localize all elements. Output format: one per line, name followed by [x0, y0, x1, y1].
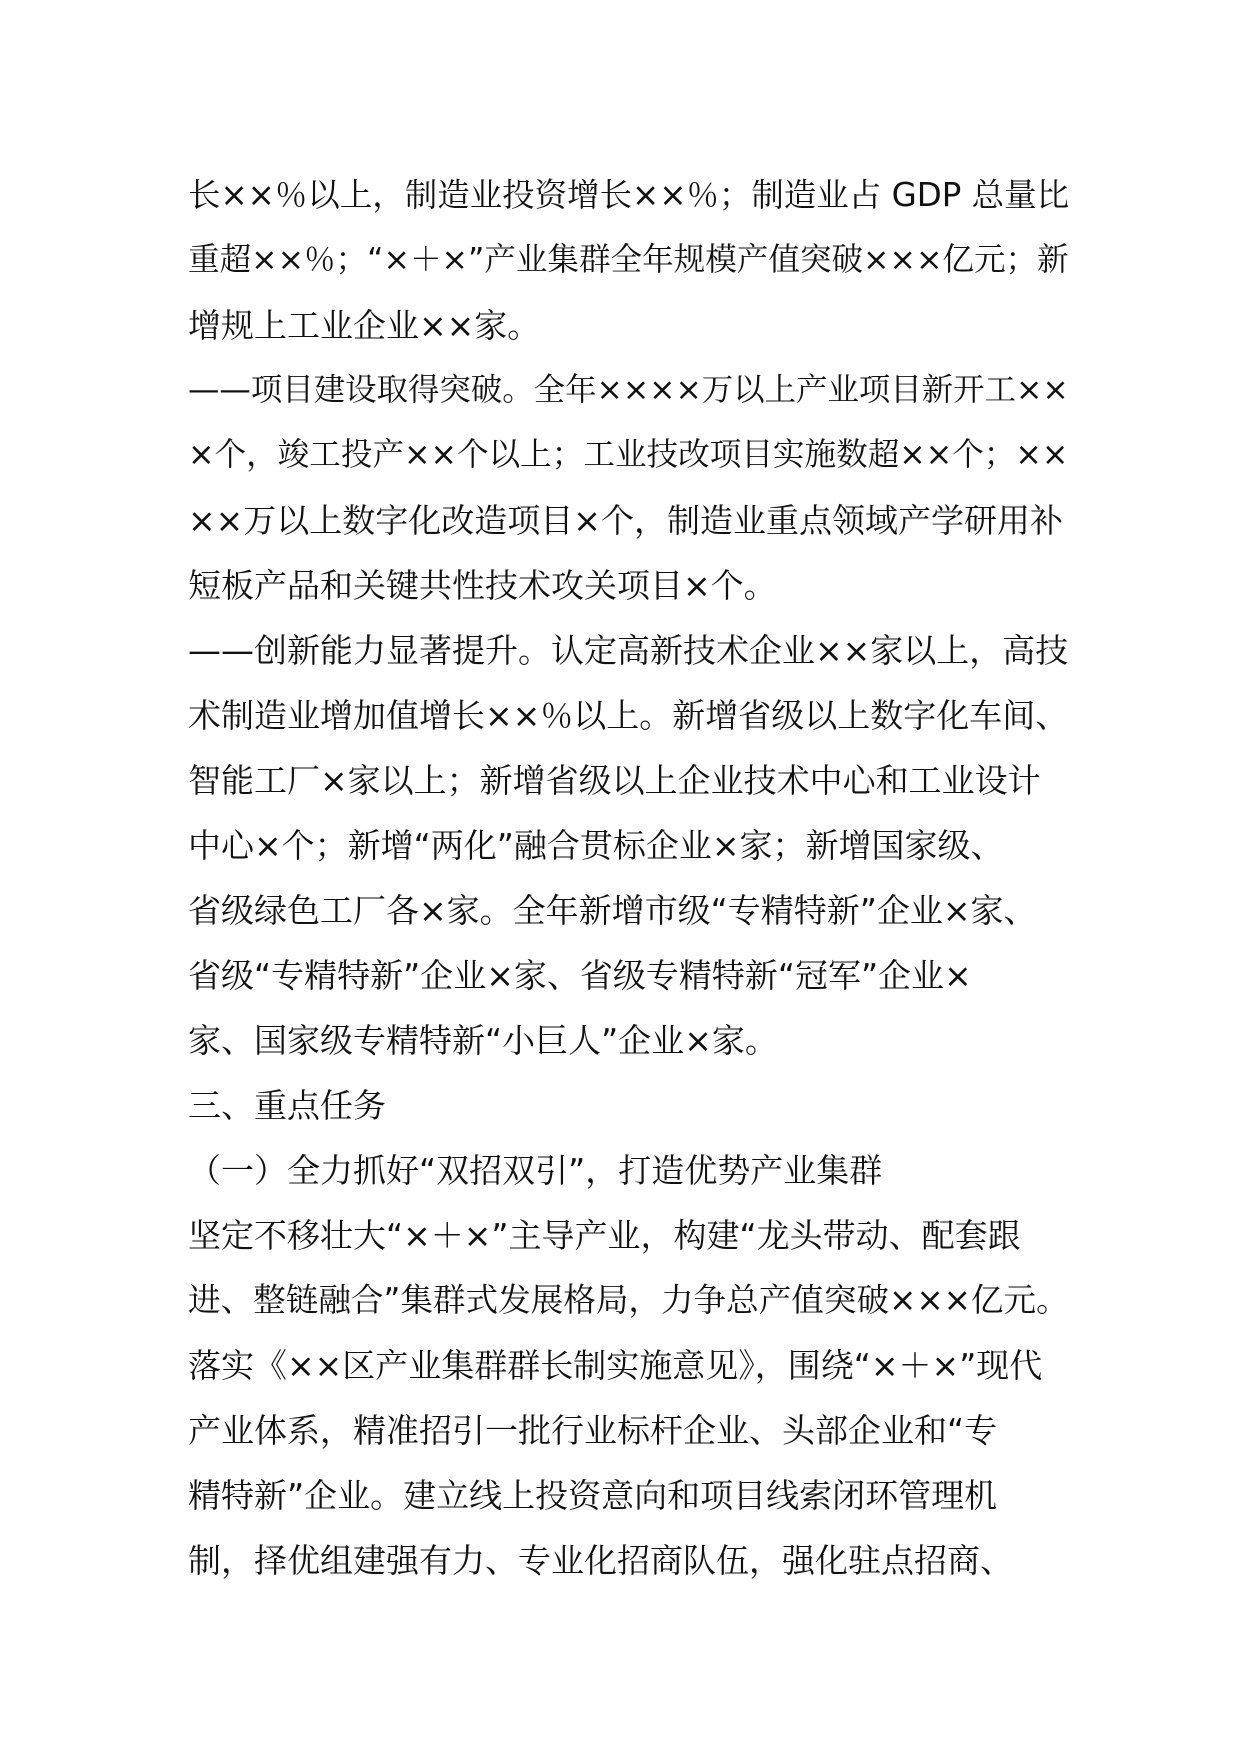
text-line: 短板产品和关键共性技术攻关项目×个。 [188, 566, 777, 605]
document-body [188, 163, 1078, 1593]
text-line: 精特新”企业。建立线上投资意向和项目线索闭环管理机 [188, 1476, 998, 1515]
text-line: 进、整链融合”集群式发展格局，力争总产值突破×××亿元。 [188, 1281, 1069, 1319]
text-line: ×个，竣工投产××个以上；工业技改项目实施数超××个；×× [188, 437, 1069, 473]
text-line: 重超××％；“×＋×”产业集群全年规模产值突破×××亿元；新 [188, 242, 1069, 278]
text-line: 术制造业增加值增长××％以上。新增省级以上数字化车间、 [188, 696, 1069, 735]
text-line: 中心×个；新增“两化”融合贯标企业×家；新增国家级、 [188, 826, 1004, 865]
text-line: ——项目建设取得突破。全年××××万以上产业项目新开工×× [188, 372, 1069, 408]
subsection-heading: （一）全力抓好“双招双引”，打造优势产业集群 [188, 1151, 883, 1190]
text-line: 落实《××区产业集群群长制实施意见》，围绕“×＋×”现代 [188, 1346, 1043, 1385]
text-line: 产业体系，精准招引一批行业标杆企业、头部企业和“专 [188, 1411, 998, 1450]
text-line: 坚定不移壮大“×＋×”主导产业，构建“龙头带动、配套跟 [188, 1216, 1021, 1255]
text-line: ××万以上数字化改造项目×个，制造业重点领域产学研用补 [188, 501, 1063, 540]
text-line: ——创新能力显著提升。认定高新技术企业××家以上，高技 [188, 631, 1069, 670]
text-line: 增规上工业企业××家。 [188, 306, 541, 345]
text-line: 长××％以上，制造业投资增长××％；制造业占 GDP 总量比 [188, 176, 1070, 214]
text-line: 智能工厂×家以上；新增省级以上企业技术中心和工业设计 [188, 761, 1041, 800]
text-line: 省级“专精特新”企业×家、省级专精特新“冠军”企业× [188, 956, 972, 995]
text-line: 制，择优组建强有力、专业化招商队伍，强化驻点招商、 [188, 1541, 1013, 1580]
section-heading: 三、重点任务 [188, 1086, 386, 1125]
text-line: 家、国家级专精特新“小巨人”企业×家。 [188, 1021, 778, 1060]
text-line: 省级绿色工厂各×家。全年新增市级“专精特新”企业×家、 [188, 891, 1037, 930]
